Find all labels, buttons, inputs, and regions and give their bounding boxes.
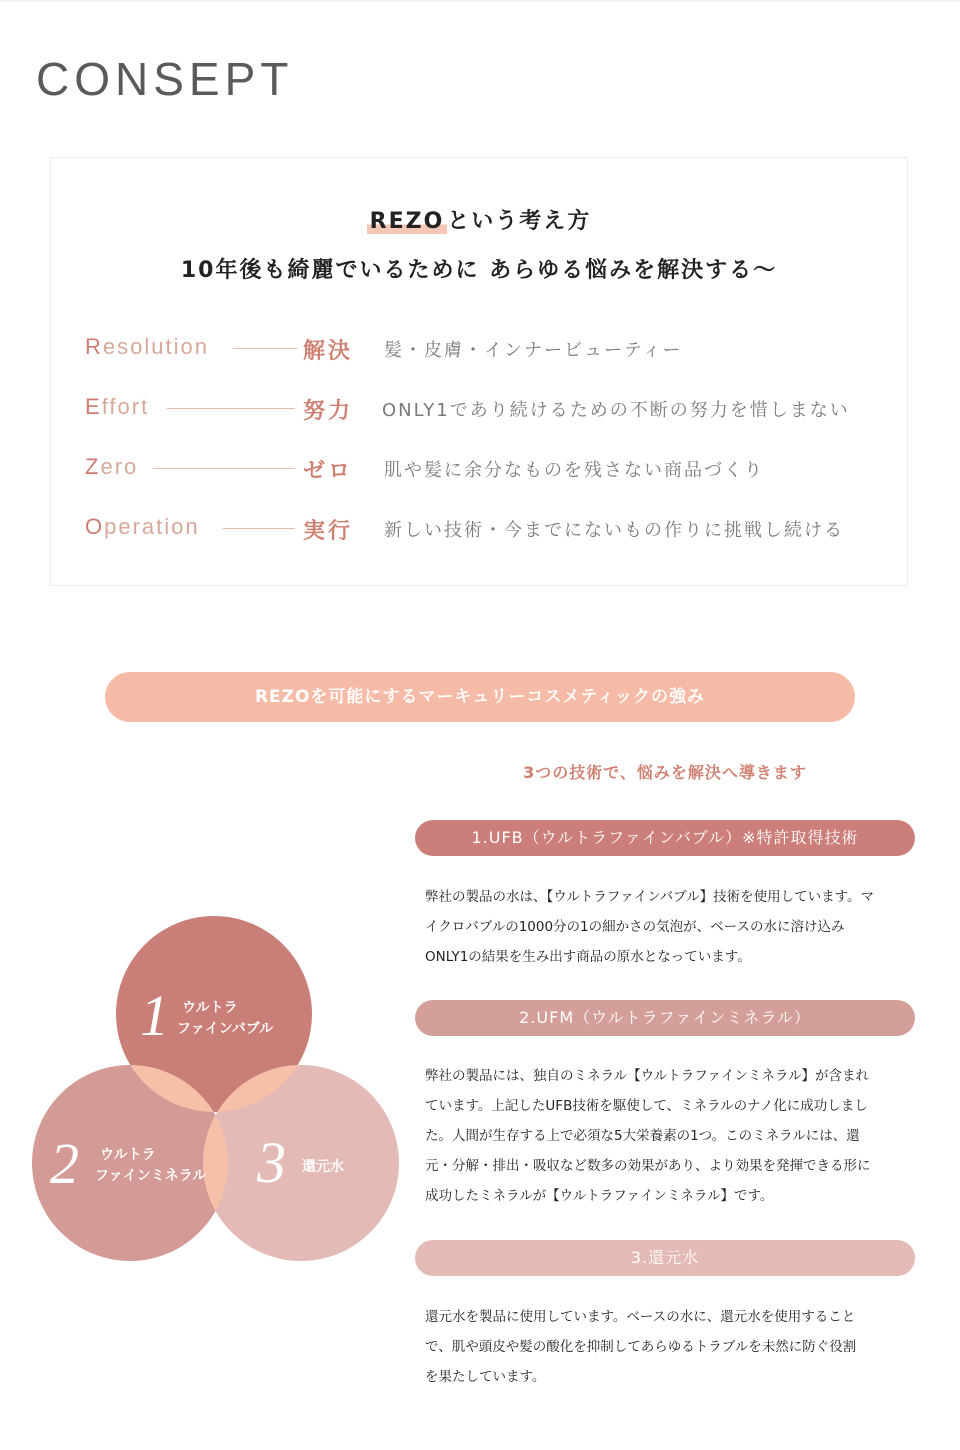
venn-label-2-line1: ウルトラ <box>100 1147 156 1163</box>
value-row-operation <box>51 512 907 542</box>
top-divider <box>0 0 960 2</box>
body-line: を果たしています。 <box>425 1369 546 1385</box>
body-line: イクロバブルの1000分の1の細かさの気泡が、ベースの水に溶け込み <box>425 919 845 935</box>
tech-body-ufm <box>425 1061 903 1211</box>
value-word: Operation <box>85 514 200 539</box>
concept-heading <box>51 204 907 235</box>
body-line: 元・分解・排出・吸収など数多の効果があり、より効果を発揮できる形に <box>425 1158 871 1174</box>
tech-body-reduced-water <box>425 1302 903 1392</box>
value-connector-line <box>223 528 295 529</box>
body-line: た。人間が生存する上で必須な5大栄養素の1つ。このミネラルには、還 <box>425 1128 860 1144</box>
value-row-zero <box>51 452 907 482</box>
value-connector-line <box>167 408 295 409</box>
body-line: ONLY1の結果を生み出す商品の原水となっています。 <box>425 949 751 965</box>
value-description: 新しい技術・今までにないもの作りに挑戦し続ける <box>384 520 844 541</box>
concept-box <box>50 157 908 586</box>
value-word: Resolution <box>85 334 209 359</box>
value-row-effort <box>51 392 907 422</box>
venn-number-2: 2 <box>50 1131 79 1196</box>
body-line: で、肌や頭皮や髪の酸化を抑制してあらゆるトラブルを未然に防ぐ役割 <box>425 1339 857 1355</box>
value-description: 肌や髪に余分なものを残さない商品づくり <box>384 460 764 481</box>
tech-title-reduced-water: 3.還元水 <box>415 1240 915 1276</box>
value-kanji: 努力 <box>303 399 354 424</box>
strengths-banner: REZOを可能にするマーキュリーコスメティックの強み <box>105 672 855 722</box>
value-kanji: 解決 <box>303 339 354 364</box>
body-line: ています。上記したUFB技術を駆使して、ミネラルのナノ化に成功しまし <box>425 1098 868 1114</box>
heading-highlight: REZO <box>367 209 448 234</box>
tech-title-ufb: 1.UFB（ウルトラファインバブル）※特許取得技術 <box>415 820 915 856</box>
body-line: 成功したミネラルが【ウルトラファインミネラル】です。 <box>425 1188 774 1204</box>
heading-rest: という考え方 <box>447 209 592 234</box>
venn-label-1-line2: ファインバブル <box>177 1021 274 1037</box>
tech-title-ufm: 2.UFM（ウルトラファインミネラル） <box>415 1000 915 1036</box>
value-word: Zero <box>85 454 139 479</box>
venn-label-3: 還元水 <box>302 1159 344 1175</box>
value-row-resolution <box>51 332 907 362</box>
body-line: 弊社の製品の水は、【ウルトラファインバブル】技術を使用しています。マ <box>425 889 875 905</box>
venn-label-1-line1: ウルトラ <box>182 1000 238 1016</box>
technology-venn-diagram <box>0 900 420 1280</box>
value-kanji: ゼロ <box>303 459 354 484</box>
value-description: 髪・皮膚・インナービューティー <box>384 340 683 361</box>
body-line: 還元水を製品に使用しています。ベースの水に、還元水を使用すること <box>425 1309 856 1325</box>
venn-label-2-line2: ファインミネラル <box>95 1168 207 1184</box>
tech-subtitle: 3つの技術で、悩みを解決へ導きます <box>523 763 807 782</box>
value-connector-line <box>233 348 297 349</box>
concept-subheading: 10年後も綺麗でいるために あらゆる悩みを解決する～ <box>180 258 778 283</box>
page-title: CONSEPT <box>36 53 294 105</box>
body-line: 弊社の製品には、独自のミネラル【ウルトラファインミネラル】が含まれ <box>425 1068 870 1084</box>
venn-number-1: 1 <box>140 983 169 1048</box>
value-kanji: 実行 <box>303 519 354 544</box>
value-connector-line <box>153 468 295 469</box>
tech-body-ufb <box>425 882 903 972</box>
value-word: Effort <box>85 394 150 419</box>
venn-number-3: 3 <box>257 1130 286 1195</box>
value-description: ONLY1であり続けるための不断の努力を惜しまない <box>382 400 850 421</box>
